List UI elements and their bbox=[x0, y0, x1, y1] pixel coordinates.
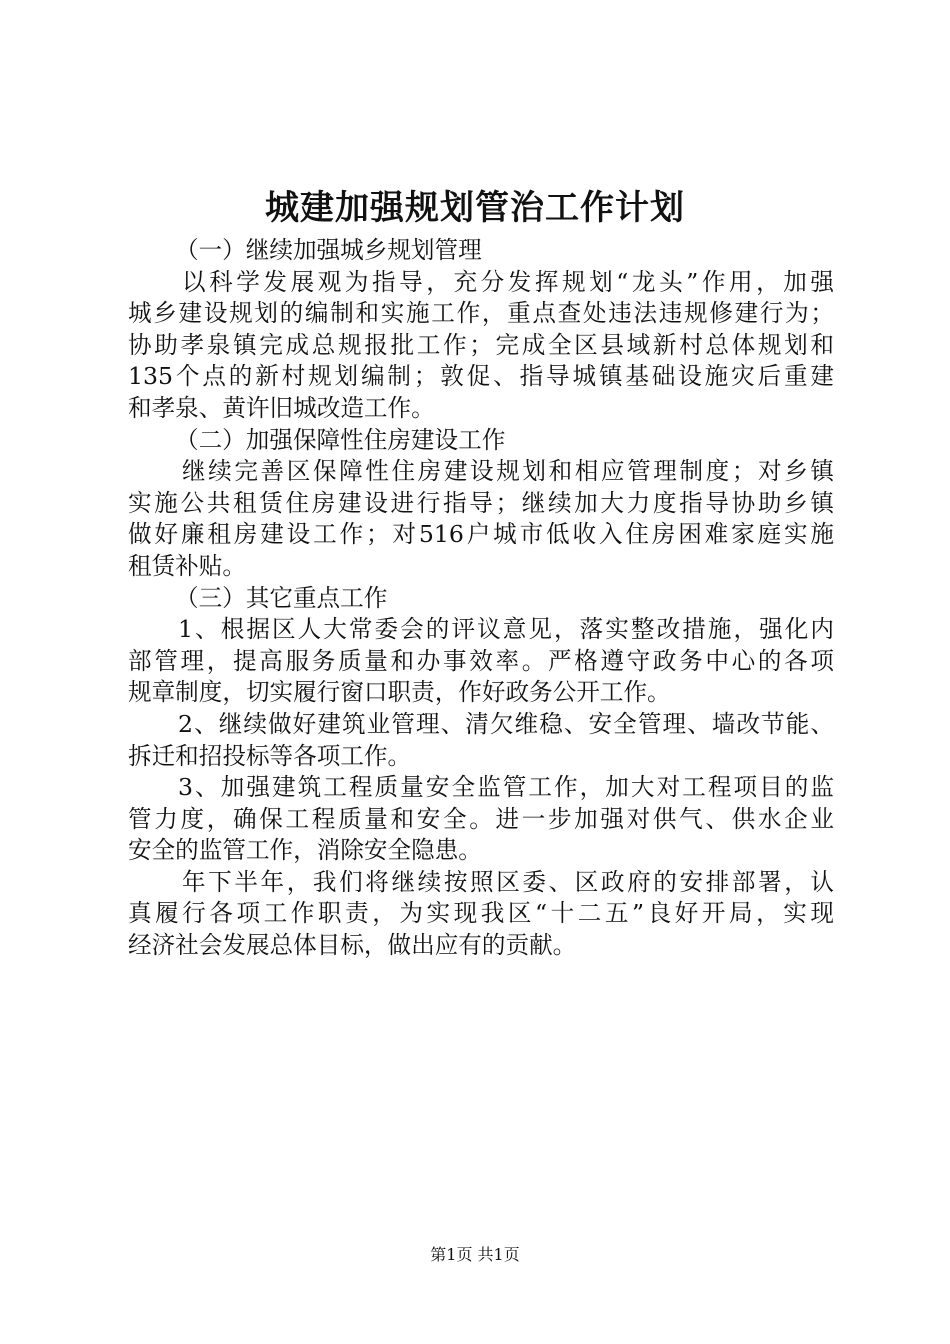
paragraph-line: 做好廉租房建设工作；对516户城市低收入住房困难家庭实施 bbox=[128, 520, 834, 549]
paragraph-line: 城乡建设规划的编制和实施工作，重点查处违法违规修建行为； bbox=[128, 299, 834, 328]
paragraph-line: 继续完善区保障性住房建设规划和相应管理制度；对乡镇 bbox=[182, 457, 834, 486]
paragraph-line: 管力度，确保工程质量和安全。进一步加强对供气、供水企业 bbox=[128, 804, 834, 833]
paragraph-line: 部管理，提高服务质量和办事效率。严格遵守政务中心的各项 bbox=[128, 646, 834, 675]
paragraph-line: 拆迁和招投标等各项工作。 bbox=[128, 741, 412, 770]
section-3 bbox=[128, 583, 834, 867]
paragraph-line: 2、继续做好建筑业管理、清欠维稳、安全管理、墙改节能、 bbox=[178, 709, 834, 738]
section-2 bbox=[128, 425, 834, 583]
paragraph-line: 和孝泉、黄许旧城改造工作。 bbox=[128, 393, 435, 422]
paragraph-line: 以科学发展观为指导，充分发挥规划“龙头”作用，加强 bbox=[182, 267, 834, 296]
section-heading: （二）加强保障性住房建设工作 bbox=[175, 425, 506, 454]
document-title: 城建加强规划管治工作计划 bbox=[265, 188, 685, 228]
page-footer: 第1页 共1页 bbox=[430, 1245, 520, 1264]
paragraph-line: 安全的监管工作，消除安全隐患。 bbox=[128, 836, 482, 865]
closing-paragraph bbox=[128, 867, 834, 962]
paragraph-line: 经济社会发展总体目标，做出应有的贡献。 bbox=[128, 931, 577, 960]
paragraph-line: 1、根据区人大常委会的评议意见，落实整改措施，强化内 bbox=[178, 615, 834, 644]
section-1 bbox=[128, 235, 834, 425]
section-heading: （三）其它重点工作 bbox=[175, 583, 388, 612]
section-heading: （一）继续加强城乡规划管理 bbox=[175, 236, 482, 264]
paragraph-line: 真履行各项工作职责，为实现我区“十二五”良好开局，实现 bbox=[128, 899, 834, 928]
section-paragraph bbox=[128, 456, 834, 582]
list-item bbox=[128, 709, 834, 772]
paragraph-line: 协助孝泉镇完成总规报批工作；完成全区县域新村总体规划和 bbox=[128, 330, 834, 359]
paragraph-line: 135个点的新村规划编制；敦促、指导城镇基础设施灾后重建 bbox=[128, 362, 834, 391]
document-body bbox=[128, 235, 834, 962]
paragraph-line: 年下半年，我们将继续按照区委、区政府的安排部署，认 bbox=[182, 867, 834, 896]
list-item bbox=[128, 614, 834, 709]
paragraph-line: 3、加强建筑工程质量安全监管工作，加大对工程项目的监 bbox=[178, 773, 834, 802]
paragraph-line: 实施公共租赁住房建设进行指导；继续加大力度指导协助乡镇 bbox=[128, 488, 834, 517]
section-paragraph bbox=[128, 267, 834, 425]
list-item bbox=[128, 772, 834, 867]
paragraph-line: 规章制度，切实履行窗口职责，作好政务公开工作。 bbox=[128, 678, 671, 707]
paragraph-line: 租赁补贴。 bbox=[128, 551, 246, 580]
